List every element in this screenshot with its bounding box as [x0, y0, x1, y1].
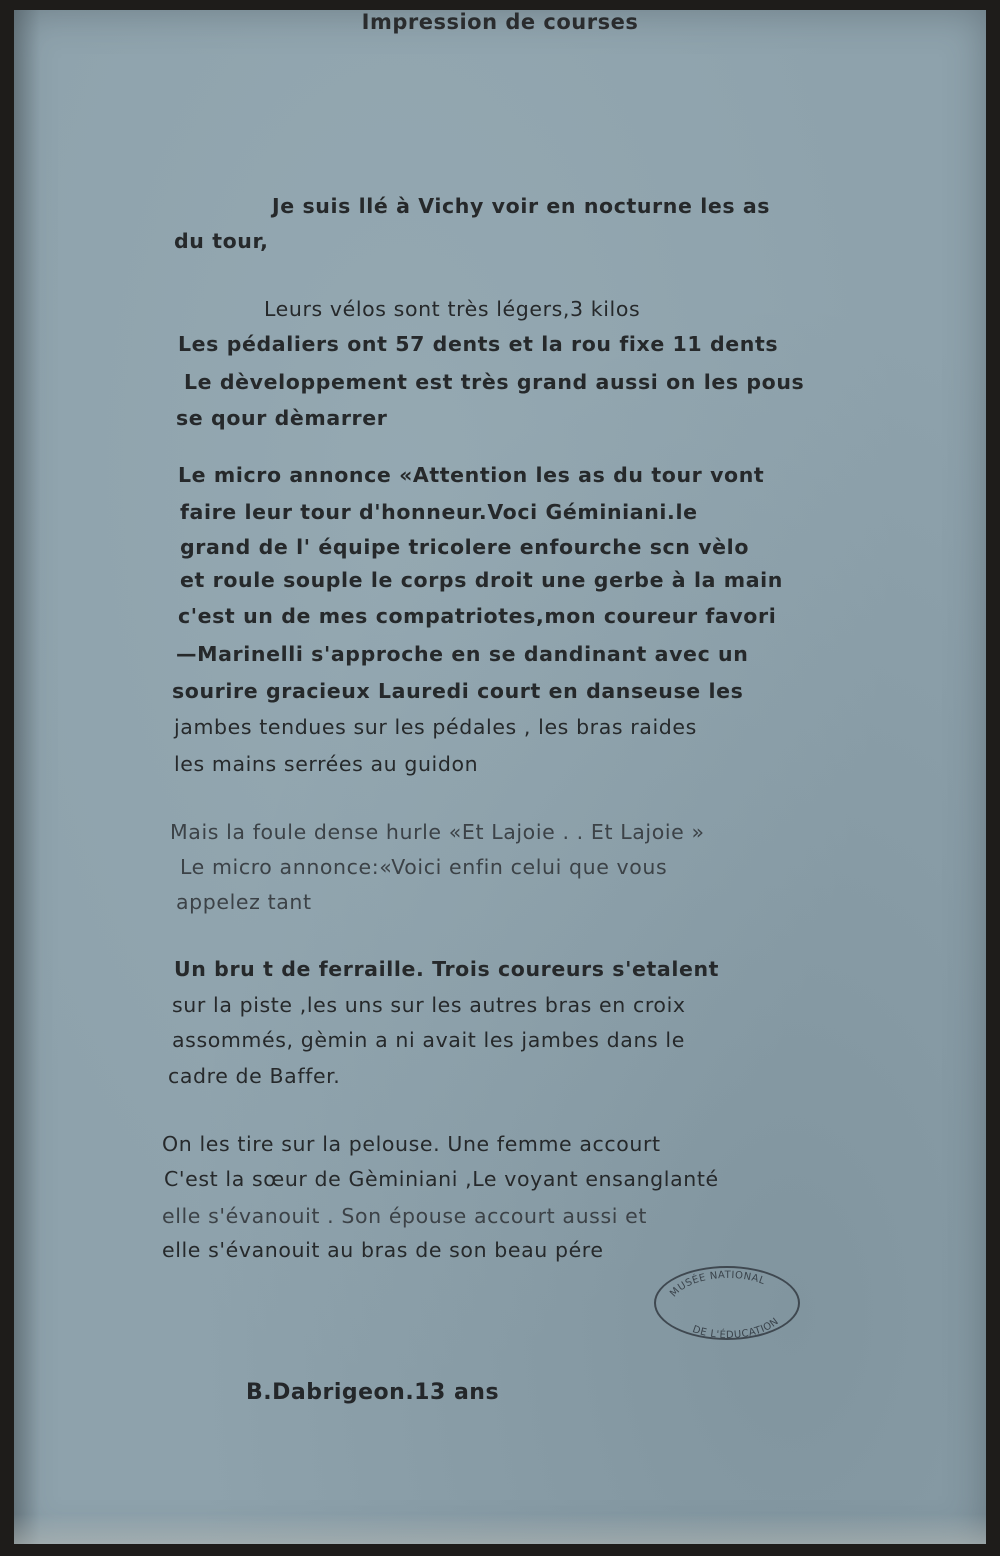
- stamp-ring-icon: [656, 1268, 798, 1338]
- text-line: grand de l' équipe tricolere enfourche scn vèlo: [180, 535, 749, 559]
- text-line: elle s'évanouit . Son épouse accourt aussi et: [162, 1204, 647, 1228]
- text-line: assommés, gèmin a ni avait les jambes dans le: [172, 1028, 685, 1052]
- text-line: du tour,: [174, 229, 269, 253]
- text-line: sourire gracieux Lauredi court en danseuse les: [172, 679, 744, 703]
- signature: B.Dabrigeon.13 ans: [246, 1380, 500, 1405]
- stamp-top-text: MUSÉE NATIONAL: [668, 1269, 767, 1300]
- text-line: C'est la sœur de Gèminiani ,Le voyant ensanglanté: [164, 1167, 719, 1191]
- text-line: se qour dèmarrer: [176, 406, 388, 430]
- svg-text:DE L'ÉDUCATION: [691, 1316, 781, 1338]
- text-line: Le micro annonce «Attention les as du tour vont: [178, 463, 765, 487]
- text-line: Le micro annonce:«Voici enfin celui que vous: [180, 855, 668, 879]
- text-line: cadre de Baffer.: [168, 1064, 341, 1088]
- text-line: appelez tant: [176, 890, 312, 914]
- text-line: Je suis llé à Vichy voir en nocturne les as: [272, 194, 771, 218]
- text-line: Les pédaliers ont 57 dents et la rou fixe 11 dents: [178, 332, 779, 356]
- text-line: et roule souple le corps droit une gerbe à la main: [180, 568, 783, 592]
- text-line: jambes tendues sur les pédales , les bras raides: [174, 715, 697, 739]
- stamp-bottom-text: DE L'ÉDUCATION: [690, 1315, 782, 1338]
- text-line: Le dèveloppement est très grand aussi on les pous: [184, 370, 805, 394]
- text-line: On les tire sur la pelouse. Une femme accourt: [162, 1132, 661, 1156]
- paper-sheet: [14, 10, 986, 1544]
- text-line: faire leur tour d'honneur.Voci Géminiani.le: [180, 500, 698, 524]
- document-title: Impression de courses: [361, 10, 639, 34]
- text-line: Leurs vélos sont très légers,3 kilos: [264, 297, 641, 321]
- text-line: Mais la foule dense hurle «Et Lajoie . . Et Lajoie »: [170, 820, 705, 844]
- text-line: elle s'évanouit au bras de son beau pére: [162, 1238, 604, 1262]
- museum-stamp: [654, 1266, 800, 1340]
- svg-text:MUSÉE NATIONAL: [668, 1270, 766, 1300]
- text-line: —Marinelli s'approche en se dandinant avec un: [176, 642, 749, 666]
- text-line: les mains serrées au guidon: [174, 752, 479, 776]
- paper-bottom-edge: [14, 1514, 986, 1544]
- paper-shadow-edge: [14, 10, 40, 1544]
- text-line: sur la piste ,les uns sur les autres bras en croix: [172, 993, 686, 1017]
- text-line: c'est un de mes compatriotes,mon coureur favori: [178, 604, 777, 628]
- text-line: Un bru t de ferraille. Trois coureurs s'etalent: [174, 957, 720, 981]
